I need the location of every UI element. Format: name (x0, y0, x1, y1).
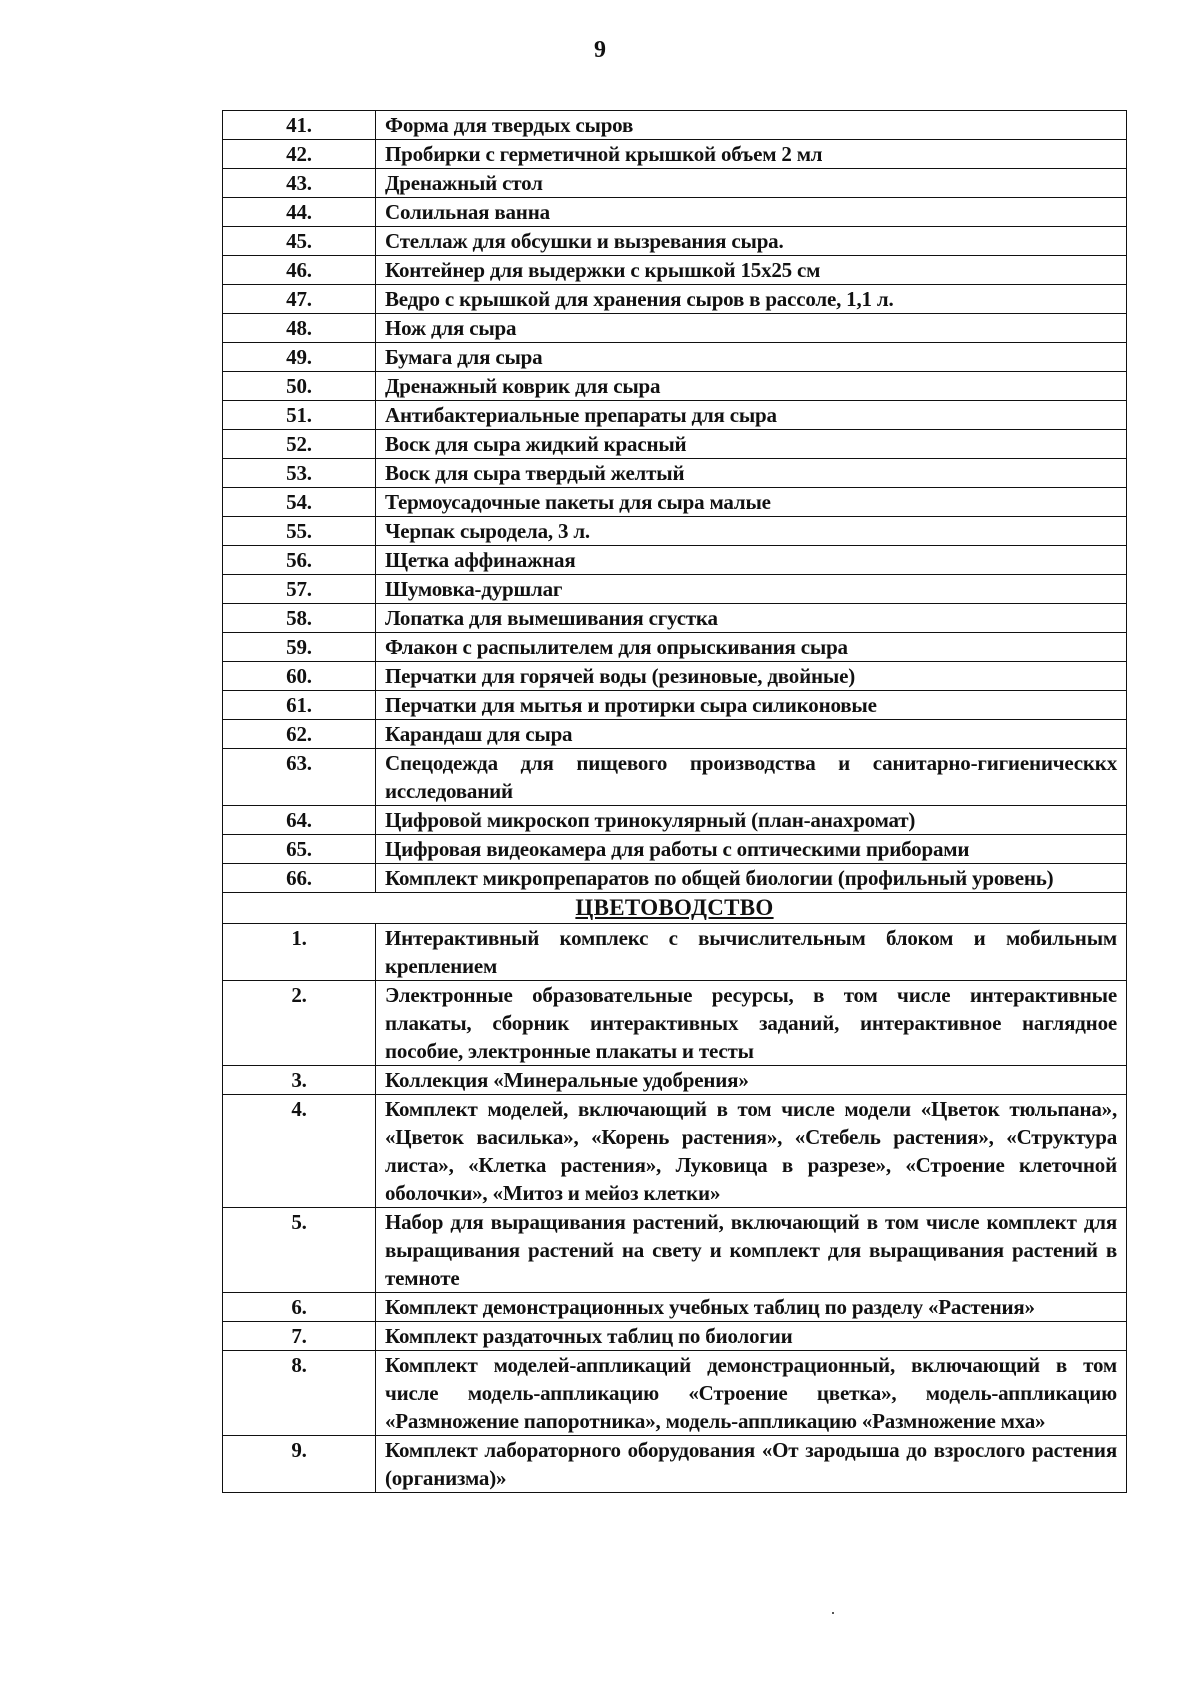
table-row (223, 604, 1127, 633)
row-number: 55. (223, 517, 376, 546)
row-number: 44. (223, 198, 376, 227)
row-number: 1. (223, 924, 376, 981)
table-row (223, 198, 1127, 227)
row-number: 45. (223, 227, 376, 256)
row-item-name: Интерактивный комплекс с вычислительным блоком и мобильным креплением (376, 924, 1127, 981)
table-row (223, 430, 1127, 459)
row-number: 64. (223, 806, 376, 835)
table-row (223, 1293, 1127, 1322)
row-number: 5. (223, 1208, 376, 1293)
table-row (223, 343, 1127, 372)
table-row (223, 372, 1127, 401)
row-number: 57. (223, 575, 376, 604)
table-row (223, 924, 1127, 981)
table-row (223, 546, 1127, 575)
row-item-name: Бумага для сыра (376, 343, 1127, 372)
table-row (223, 314, 1127, 343)
row-number: 49. (223, 343, 376, 372)
row-number: 63. (223, 749, 376, 806)
row-item-name: Форма для твердых сыров (376, 111, 1127, 140)
table-row (223, 691, 1127, 720)
row-number: 7. (223, 1322, 376, 1351)
table-body-part1 (223, 111, 1127, 893)
table-row (223, 1322, 1127, 1351)
row-number: 9. (223, 1436, 376, 1493)
row-item-name: Контейнер для выдержки с крышкой 15x25 см (376, 256, 1127, 285)
row-item-name: Перчатки для горячей воды (резиновые, двойные) (376, 662, 1127, 691)
row-number: 62. (223, 720, 376, 749)
row-number: 42. (223, 140, 376, 169)
row-item-name: Комплект демонстрационных учебных таблиц по разделу «Растения» (376, 1293, 1127, 1322)
row-item-name: Черпак сыродела, 3 л. (376, 517, 1127, 546)
row-number: 47. (223, 285, 376, 314)
row-number: 46. (223, 256, 376, 285)
row-item-name: Цифровая видеокамера для работы с оптическими приборами (376, 835, 1127, 864)
row-number: 51. (223, 401, 376, 430)
row-number: 48. (223, 314, 376, 343)
table-row (223, 1351, 1127, 1436)
row-number: 2. (223, 981, 376, 1066)
row-item-name: Лопатка для вымешивания сгустка (376, 604, 1127, 633)
table-row (223, 575, 1127, 604)
row-item-name: Нож для сыра (376, 314, 1127, 343)
table-body-part2 (223, 924, 1127, 1493)
row-item-name: Комплект раздаточных таблиц по биологии (376, 1322, 1127, 1351)
table-row (223, 835, 1127, 864)
row-number: 59. (223, 633, 376, 662)
row-item-name: Щетка аффинажная (376, 546, 1127, 575)
table-row (223, 256, 1127, 285)
table-row (223, 401, 1127, 430)
row-item-name: Шумовка-дуршлаг (376, 575, 1127, 604)
row-item-name: Воск для сыра твердый желтый (376, 459, 1127, 488)
row-item-name: Стеллаж для обсушки и вызревания сыра. (376, 227, 1127, 256)
table-row (223, 111, 1127, 140)
section-header (223, 893, 1127, 924)
row-item-name: Электронные образовательные ресурсы, в том числе интерактивные плакаты, сборник интерактивных заданий, интерактивное наглядное пособие, электронные плакаты и тесты (376, 981, 1127, 1066)
row-item-name: Солильная ванна (376, 198, 1127, 227)
row-number: 6. (223, 1293, 376, 1322)
row-number: 61. (223, 691, 376, 720)
row-number: 43. (223, 169, 376, 198)
row-item-name: Карандаш для сыра (376, 720, 1127, 749)
row-number: 41. (223, 111, 376, 140)
row-number: 3. (223, 1066, 376, 1095)
table-row (223, 140, 1127, 169)
row-item-name: Воск для сыра жидкий красный (376, 430, 1127, 459)
row-item-name: Комплект моделей-аппликаций демонстрационный, включающий в том числе модель-аппликацию «Строение цветка», модель-аппликацию «Размножение папоротника», модель-аппликацию «Размножение мха» (376, 1351, 1127, 1436)
table-row (223, 227, 1127, 256)
row-item-name: Комплект лабораторного оборудования «От зародыша до взрослого растения (организма)» (376, 1436, 1127, 1493)
scan-speck (832, 1612, 834, 1614)
row-item-name: Перчатки для мытья и протирки сыра силиконовые (376, 691, 1127, 720)
row-number: 58. (223, 604, 376, 633)
equipment-table (222, 110, 1127, 1493)
row-item-name: Набор для выращивания растений, включающий в том числе комплект для выращивания растений на свету и комплект для выращивания растений в темноте (376, 1208, 1127, 1293)
row-number: 66. (223, 864, 376, 893)
table-row (223, 517, 1127, 546)
table-row (223, 285, 1127, 314)
row-item-name: Спецодежда для пищевого производства и санитарно-гигиеническкх исследований (376, 749, 1127, 806)
table-row (223, 488, 1127, 517)
table-row (223, 1208, 1127, 1293)
table-row (223, 720, 1127, 749)
row-number: 65. (223, 835, 376, 864)
row-number: 50. (223, 372, 376, 401)
row-item-name: Дренажный стол (376, 169, 1127, 198)
page-number: 9 (594, 37, 606, 63)
table-row (223, 749, 1127, 806)
table-row (223, 806, 1127, 835)
table-row (223, 633, 1127, 662)
row-number: 53. (223, 459, 376, 488)
row-number: 54. (223, 488, 376, 517)
row-item-name: Флакон с распылителем для опрыскивания сыра (376, 633, 1127, 662)
table-row (223, 981, 1127, 1066)
row-number: 52. (223, 430, 376, 459)
row-item-name: Ведро с крышкой для хранения сыров в рассоле, 1,1 л. (376, 285, 1127, 314)
table-row (223, 169, 1127, 198)
section-title: ЦВЕТОВОДСТВО (223, 893, 1127, 924)
table-row (223, 662, 1127, 691)
row-item-name: Антибактериальные препараты для сыра (376, 401, 1127, 430)
row-item-name: Цифровой микроскоп тринокулярный (план-анахромат) (376, 806, 1127, 835)
table-row (223, 459, 1127, 488)
row-item-name: Комплект микропрепаратов по общей биологии (профильный уровень) (376, 864, 1127, 893)
row-number: 4. (223, 1095, 376, 1208)
section-row (223, 893, 1127, 924)
row-item-name: Дренажный коврик для сыра (376, 372, 1127, 401)
table-row (223, 1095, 1127, 1208)
row-item-name: Комплект моделей, включающий в том числе модели «Цветок тюльпана», «Цветок василька», «Корень растения», «Стебель растения», «Структура листа», «Клетка растения», Луковица в разрезе», «Строение клеточной оболочки», «Митоз и мейоз клетки» (376, 1095, 1127, 1208)
row-item-name: Коллекция «Минеральные удобрения» (376, 1066, 1127, 1095)
table-row (223, 1066, 1127, 1095)
table-row (223, 864, 1127, 893)
row-number: 8. (223, 1351, 376, 1436)
row-item-name: Термоусадочные пакеты для сыра малые (376, 488, 1127, 517)
table-row (223, 1436, 1127, 1493)
row-number: 56. (223, 546, 376, 575)
row-number: 60. (223, 662, 376, 691)
row-item-name: Пробирки с герметичной крышкой объем 2 мл (376, 140, 1127, 169)
